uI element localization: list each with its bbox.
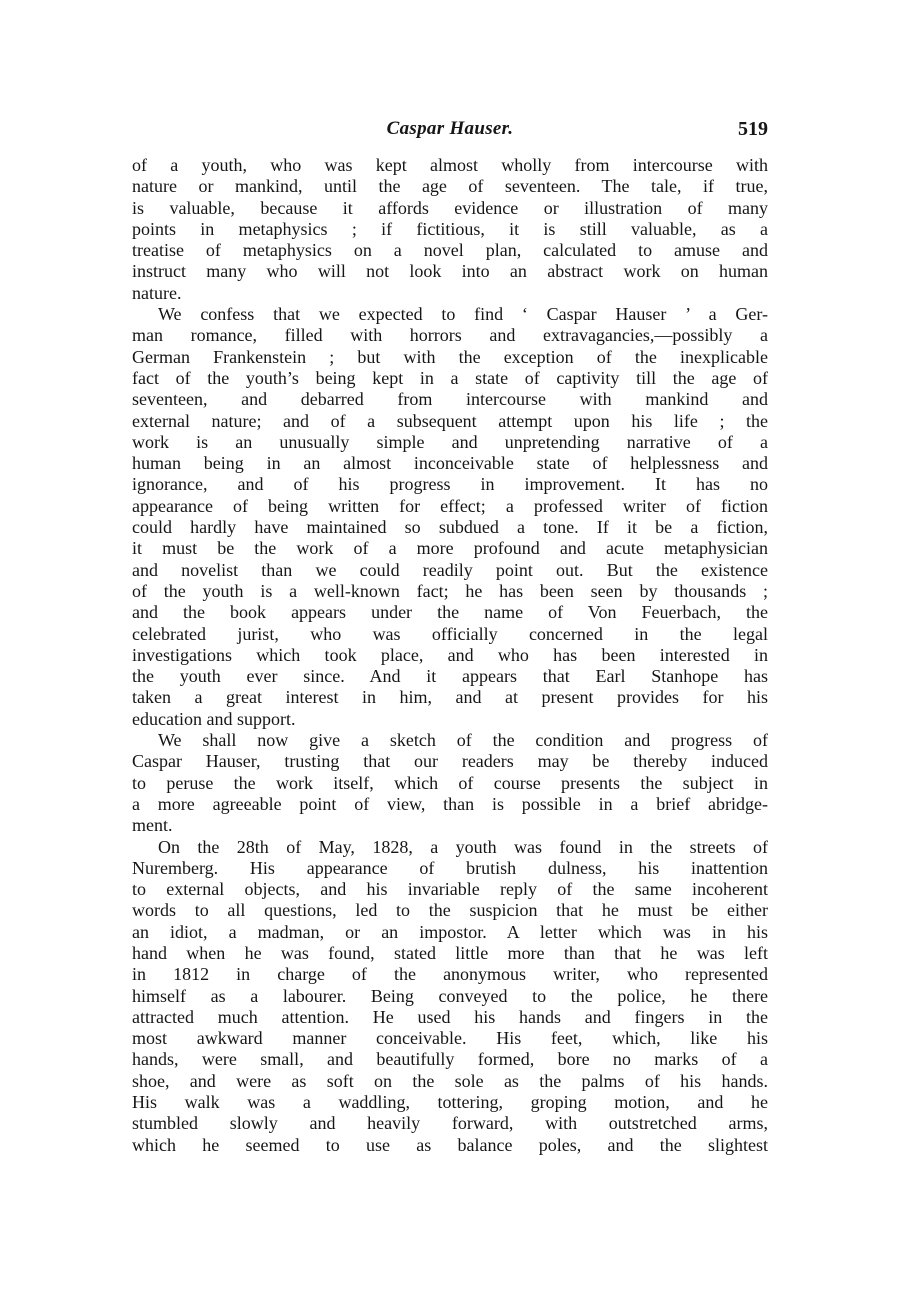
text-line: a more agreeable point of view, than is possible in a brief abridge- [132, 793, 768, 814]
text-line: nature or mankind, until the age of seventeen. The tale, if true, [132, 176, 768, 197]
text-line: the youth ever since. And it appears that Earl Stanhope has [132, 666, 768, 687]
text-line: of the youth is a well-known fact; he has been seen by thousands ; [132, 580, 768, 601]
text-line: could hardly have maintained so subdued a tone. If it be a fiction, [132, 517, 768, 538]
text-line: ignorance, and of his progress in improvement. It has no [132, 474, 768, 495]
text-line: nature. [132, 282, 182, 303]
text-line: ment. [132, 815, 173, 836]
text-line: investigations which took place, and who has been interested in [132, 644, 768, 665]
text-line: fact of the youth’s being kept in a state of captivity till the age of [132, 367, 768, 388]
text-line: which he seemed to use as balance poles, and the slightest [132, 1134, 768, 1155]
text-line: and the book appears under the name of Von Feuerbach, the [132, 602, 768, 623]
text-line: to external objects, and his invariable reply of the same incoherent [132, 879, 768, 900]
text-line: instruct many who will not look into an abstract work on human [132, 261, 768, 282]
text-line: human being in an almost inconceivable state of helplessness and [132, 453, 768, 474]
text-line: appearance of being written for effect; a professed writer of fiction [132, 495, 768, 516]
text-line: it must be the work of a more profound and acute metaphysician [132, 538, 768, 559]
text-line: an idiot, a madman, or an impostor. A letter which was in his [132, 921, 768, 942]
text-line: work is an unusually simple and unpretending narrative of a [132, 431, 768, 452]
page-number: 519 [738, 118, 768, 140]
paragraph-first-line: On the 28th of May, 1828, a youth was found in the streets of [158, 836, 768, 857]
text-line: shoe, and were as soft on the sole as the palms of his hands. [132, 1070, 768, 1091]
text-line: seventeen, and debarred from intercourse with mankind and [132, 389, 768, 410]
text-line: hands, were small, and beautifully formed, bore no marks of a [132, 1049, 768, 1070]
text-line: to peruse the work itself, which of course presents the subject in [132, 772, 768, 793]
text-line: hand when he was found, stated little more than that he was left [132, 942, 768, 963]
text-line: most awkward manner conceivable. His feet, which, like his [132, 1028, 768, 1049]
text-line: external nature; and of a subsequent attempt upon his life ; the [132, 410, 768, 431]
text-line: man romance, filled with horrors and extravagancies,—possibly a [132, 325, 768, 346]
text-line: celebrated jurist, who was officially concerned in the legal [132, 623, 768, 644]
text-line: himself as a labourer. Being conveyed to the police, he there [132, 985, 768, 1006]
text-line: Caspar Hauser, trusting that our readers may be thereby induced [132, 751, 768, 772]
text-line: taken a great interest in him, and at present provides for his [132, 687, 768, 708]
text-line: words to all questions, led to the suspicion that he must be either [132, 900, 768, 921]
text-line: education and support. [132, 708, 296, 729]
paragraph-first-line: We shall now give a sketch of the condition and progress of [158, 730, 768, 751]
body-text [132, 155, 768, 1156]
text-line: of a youth, who was kept almost wholly from intercourse with [132, 155, 768, 175]
text-line: in 1812 in charge of the anonymous writer, who represented [132, 964, 768, 985]
running-title: Caspar Hauser. [386, 118, 514, 139]
text-line: treatise of metaphysics on a novel plan, calculated to amuse and [132, 240, 768, 261]
text-line: points in metaphysics ; if fictitious, it is still valuable, as a [132, 218, 768, 239]
text-line: is valuable, because it affords evidence or illustration of many [132, 197, 768, 218]
running-head [132, 118, 768, 148]
text-line: Nuremberg. His appearance of brutish dulness, his inattention [132, 857, 768, 878]
paragraph-first-line: We confess that we expected to find ‘ Caspar Hauser ’ a Ger- [158, 304, 768, 325]
text-line: and novelist than we could readily point out. But the existence [132, 559, 768, 580]
text-line: German Frankenstein ; but with the exception of the inexplicable [132, 346, 768, 367]
text-line: attracted much attention. He used his hands and fingers in the [132, 1006, 768, 1027]
text-line: His walk was a waddling, tottering, groping motion, and he [132, 1092, 768, 1113]
text-line: stumbled slowly and heavily forward, with outstretched arms, [132, 1113, 768, 1134]
